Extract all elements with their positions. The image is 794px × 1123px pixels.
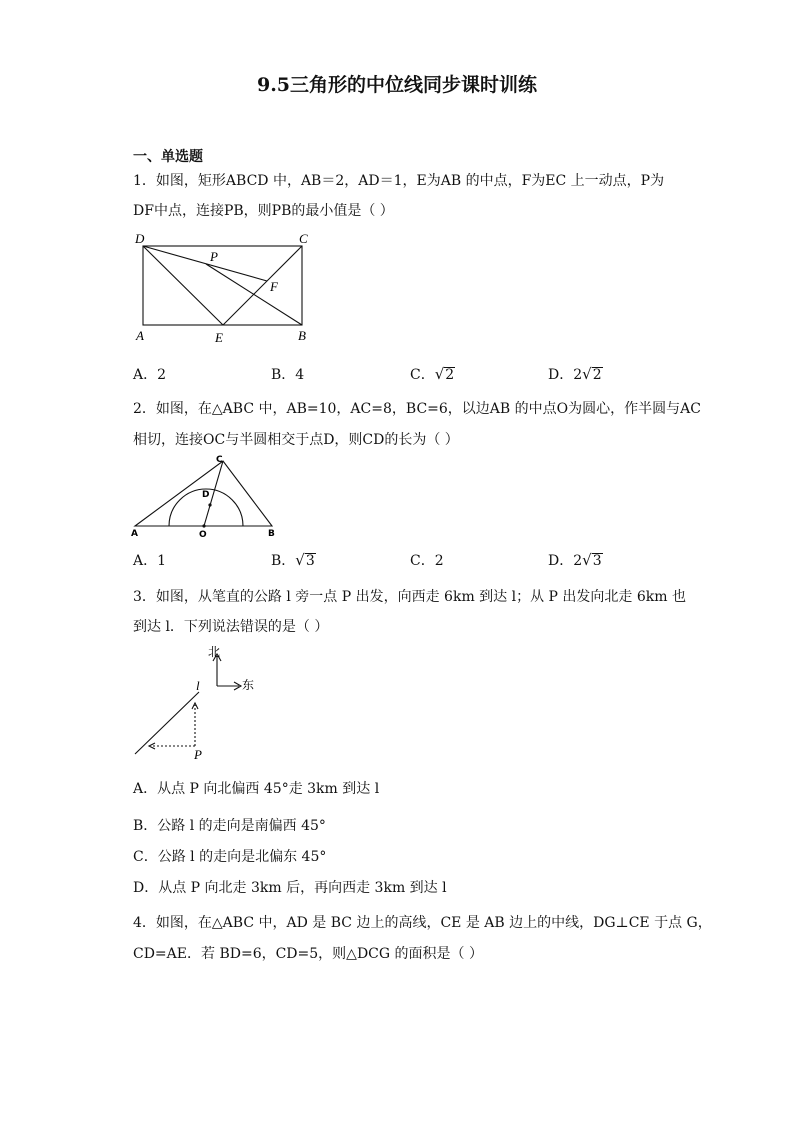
- q1-rect-abcd: [143, 246, 302, 325]
- q2-text-line1: 2．如图，在△ABC 中，AB=10，AC=8，BC=6，以边AB 的中点O为圆心，作半圆与AC: [133, 401, 701, 417]
- q3-road-line-l: [135, 692, 199, 754]
- q1-label-b: B: [298, 328, 306, 343]
- q2-text-line2: 相切，连接OC与半圆相交于点D，则CD的长为（ ）: [133, 432, 459, 448]
- q1-segment-pb: [206, 264, 302, 325]
- q1-label-c: C: [299, 231, 308, 246]
- q1-option-c[interactable]: C．√2: [410, 365, 455, 383]
- section-heading: 一、单选题: [133, 149, 203, 165]
- q1-label-d: D: [135, 231, 145, 246]
- q3-option-c[interactable]: C．公路 l 的走向是北偏东 45°: [133, 849, 327, 865]
- q1-rectangle-figure: [125, 228, 325, 348]
- q3-road-figure: [125, 642, 265, 767]
- q1-option-d[interactable]: D．2√2: [548, 365, 602, 383]
- q1-segment-df: [143, 246, 267, 281]
- q1-label-a: A: [136, 328, 144, 343]
- q3-option-d[interactable]: D．从点 P 向北走 3km 后，再向西走 3km 到达 l: [133, 880, 447, 896]
- q2-option-b[interactable]: B．√3: [271, 551, 315, 569]
- q1-text-line1: 1．如图，矩形ABCD 中，AB＝2，AD＝1，E为AB 的中点，F为EC 上一动点，P为: [133, 173, 665, 189]
- q3-text-line2: 到达 l．下列说法错误的是（ ）: [133, 619, 329, 635]
- q2-label-a: A: [131, 529, 138, 539]
- q3-text-line1: 3．如图，从笔直的公路 l 旁一点 P 出发，向西走 6km 到达 l；从 P 出发向北走 6km 也: [133, 589, 686, 605]
- q1-option-a[interactable]: A．2: [133, 367, 167, 383]
- q1-option-b[interactable]: B．4: [271, 367, 305, 383]
- page-title: 9.5三角形的中位线同步课时训练: [256, 74, 538, 96]
- q2-option-a[interactable]: A．1: [133, 553, 167, 569]
- q2-label-o: O: [199, 530, 207, 540]
- q1-label-p: P: [210, 249, 218, 264]
- q1-text-line2: DF中点，连接PB，则PB的最小值是（ ）: [133, 203, 394, 219]
- q4-text-line1: 4．如图，在△ABC 中，AD 是 BC 边上的高线，CE 是 AB 边上的中线，DG⊥CE 于点 G，: [133, 915, 712, 931]
- q2-label-d: D: [202, 490, 210, 500]
- q3-option-a[interactable]: A．从点 P 向北偏西 45°走 3km 到达 l: [133, 781, 380, 797]
- q4-text-line2: CD=AE．若 BD=6，CD=5，则△DCG 的面积是（ ）: [133, 946, 483, 962]
- q1-label-f: F: [270, 279, 278, 294]
- q3-label-north: 北: [208, 645, 221, 659]
- q3-label-east: 东: [242, 678, 255, 692]
- q2-option-c[interactable]: C．2: [410, 553, 444, 569]
- q2-label-b: B: [268, 529, 275, 539]
- q2-semicircle-figure: [125, 452, 285, 542]
- q3-label-p: P: [194, 747, 202, 762]
- q1-segment-ec: [223, 246, 302, 325]
- q3-option-b[interactable]: B．公路 l 的走向是南偏西 45°: [133, 818, 326, 834]
- q2-option-d[interactable]: D．2√3: [548, 551, 602, 569]
- q1-label-e: E: [215, 330, 223, 345]
- q2-label-c: C: [216, 455, 223, 465]
- q3-label-l: l: [196, 678, 200, 693]
